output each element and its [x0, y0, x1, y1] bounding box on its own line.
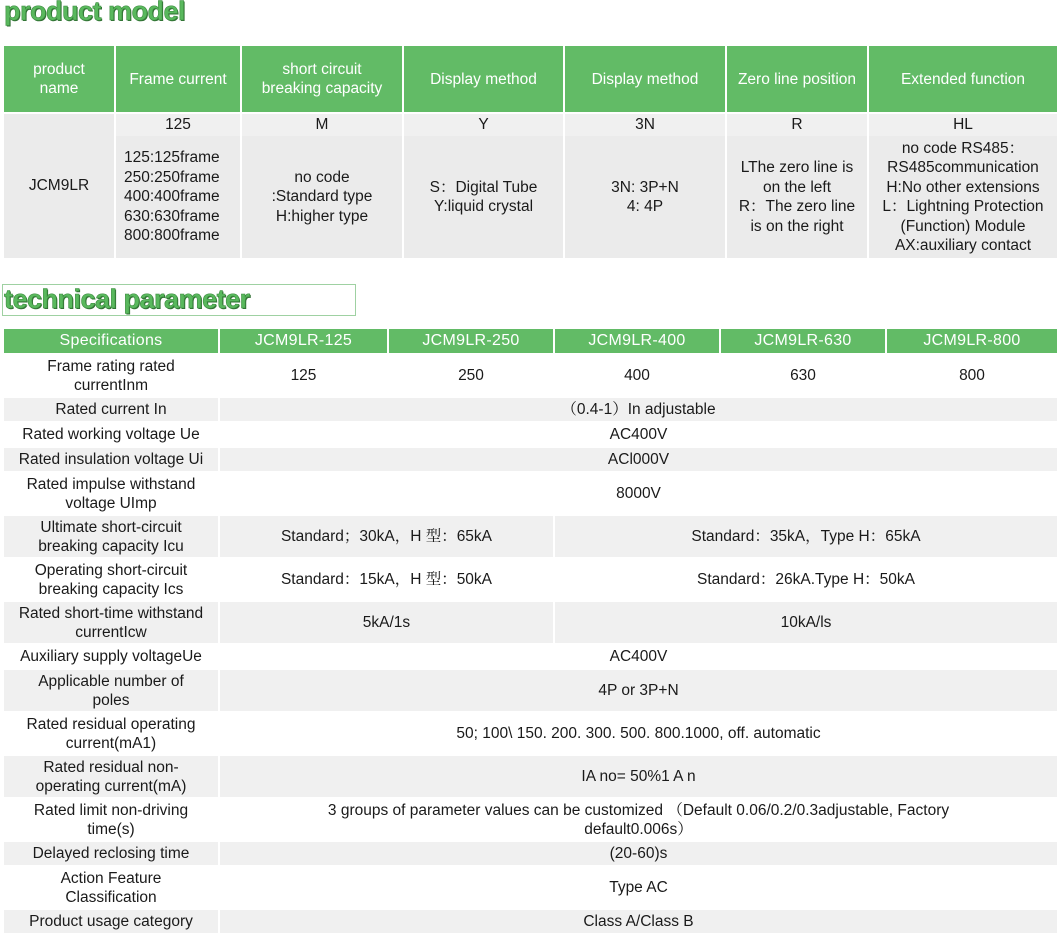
- row-label: Rated impulse withstand voltage UImp: [3, 472, 219, 515]
- display-description: [403, 136, 564, 258]
- row-value-right: 10kA/ls: [554, 601, 1058, 644]
- extended-line: H:No other extensions: [886, 178, 1040, 196]
- row-label: Applicable number of poles: [3, 669, 219, 712]
- technical-parameter-table: [2, 327, 1059, 935]
- header-zero-line-position: Zero line position: [726, 45, 868, 113]
- header-breaking-capacity: short circuit breaking capacity: [241, 45, 403, 113]
- header-specifications: Specifications: [3, 328, 219, 354]
- zero-line-text: R：The zero line: [738, 198, 856, 215]
- row-label: Frame rating rated currentInm: [3, 354, 219, 397]
- zero-line-text: on the left: [762, 178, 832, 196]
- section-title-technical-parameter: technical parameter: [4, 284, 250, 314]
- code-zero-line: R: [726, 113, 868, 136]
- row-label: Ultimate short-circuit breaking capacity Icu: [3, 515, 219, 558]
- display-line: S：Digital Tube: [429, 178, 538, 196]
- zero-line-text: is on the right: [750, 217, 844, 235]
- capacity-line: H:higher type: [275, 207, 369, 225]
- row-value: 630: [720, 354, 886, 397]
- code-capacity: M: [241, 113, 403, 136]
- code-display: Y: [403, 113, 564, 136]
- frame-line: 800:800frame: [124, 227, 220, 245]
- table-row: [3, 472, 1058, 515]
- table-row: [3, 712, 1058, 755]
- row-value: 800: [886, 354, 1058, 397]
- table-row: [3, 558, 1058, 601]
- table-row: [3, 755, 1058, 798]
- row-value: 3 groups of parameter values can be customized （Default 0.06/0.2/0.3adjustable, Factory default0.006s）: [219, 798, 1058, 841]
- frame-line: 630:630frame: [124, 207, 220, 225]
- header-display-method-2: Display method: [564, 45, 726, 113]
- product-name-cell: JCM9LR: [3, 113, 115, 258]
- code-extended: HL: [868, 113, 1058, 136]
- section-title-product-model: product model: [4, 0, 185, 26]
- row-value: 125: [219, 354, 388, 397]
- extended-line: L：Lightning Protection: [882, 198, 1044, 215]
- row-value-right: Standard：26kA.Type H：50kA: [554, 558, 1058, 601]
- frame-line: 125:125frame: [124, 149, 220, 167]
- row-value: 4P or 3P+N: [219, 669, 1058, 712]
- table-row: [3, 909, 1058, 934]
- row-value: AC400V: [219, 644, 1058, 669]
- row-label: Rated limit non-driving time(s): [3, 798, 219, 841]
- row-value-right: Standard：35kA，Type H：65kA: [554, 515, 1058, 558]
- row-label: Delayed reclosing time: [3, 841, 219, 866]
- row-value: 250: [388, 354, 554, 397]
- table-row: [3, 644, 1058, 669]
- capacity-line: :Standard type: [271, 188, 373, 206]
- model-code-row: [3, 113, 1058, 136]
- row-value: ACl000V: [219, 447, 1058, 472]
- row-label: Rated residual non-operating current(mA): [3, 755, 219, 798]
- row-label: Rated residual operating current(mA1): [3, 712, 219, 755]
- table-row: [3, 515, 1058, 558]
- display-line: Y:liquid crystal: [433, 198, 534, 215]
- row-value: AC400V: [219, 422, 1058, 447]
- poles-description: [564, 136, 726, 258]
- row-value: Class A/Class B: [219, 909, 1058, 934]
- model-description-row: [3, 136, 1058, 258]
- frame-line: 400:400frame: [124, 188, 220, 206]
- code-frame: 125: [115, 113, 241, 136]
- table-row: [3, 354, 1058, 397]
- model-header-row: [3, 45, 1058, 113]
- row-label: Product usage category: [3, 909, 219, 934]
- row-value-left: Standard；30kA，H 型：65kA: [219, 515, 554, 558]
- row-label: Rated current In: [3, 397, 219, 422]
- table-row: [3, 798, 1058, 841]
- row-value-left: 5kA/1s: [219, 601, 554, 644]
- header-jcm9lr-400: JCM9LR-400: [554, 328, 720, 354]
- table-row: [3, 397, 1058, 422]
- row-value: Type AC: [219, 866, 1058, 909]
- row-label: Rated insulation voltage Ui: [3, 447, 219, 472]
- table-row: [3, 601, 1058, 644]
- header-jcm9lr-800: JCM9LR-800: [886, 328, 1058, 354]
- header-extended-function: Extended function: [868, 45, 1058, 113]
- spec-header-row: [3, 328, 1058, 354]
- frame-description: [115, 136, 241, 258]
- extended-line: AX:auxiliary contact: [894, 237, 1032, 254]
- zero-line-description: [726, 136, 868, 258]
- header-jcm9lr-250: JCM9LR-250: [388, 328, 554, 354]
- header-frame-current: Frame current: [115, 45, 241, 113]
- row-label: Operating short-circuit breaking capacity Ics: [3, 558, 219, 601]
- extended-line: no code RS485：: [901, 139, 1025, 157]
- extended-line: (Function) Module: [900, 217, 1026, 235]
- frame-line: 250:250frame: [124, 168, 220, 186]
- table-row: [3, 447, 1058, 472]
- header-jcm9lr-125: JCM9LR-125: [219, 328, 388, 354]
- capacity-description: [241, 136, 403, 258]
- product-model-table: [2, 44, 1059, 258]
- table-row: [3, 669, 1058, 712]
- extended-line: RS485communication: [887, 159, 1039, 176]
- row-label: Rated short-time withstand currentIcw: [3, 601, 219, 644]
- header-product-name: product name: [3, 45, 115, 113]
- row-value: 8000V: [219, 472, 1058, 515]
- row-value-left: Standard：15kA，H 型：50kA: [219, 558, 554, 601]
- row-value: 400: [554, 354, 720, 397]
- row-label: Rated working voltage Ue: [3, 422, 219, 447]
- zero-line-text: LThe zero line is: [740, 159, 854, 176]
- poles-line: 3N: 3P+N: [611, 178, 679, 196]
- row-value: 50; 100\ 150. 200. 300. 500. 800.1000, off. automatic: [219, 712, 1058, 755]
- row-value: (20-60)s: [219, 841, 1058, 866]
- row-label: Action Feature Classification: [3, 866, 219, 909]
- table-row: [3, 422, 1058, 447]
- code-poles: 3N: [564, 113, 726, 136]
- row-value: IA no= 50%1 A n: [219, 755, 1058, 798]
- row-value: （0.4-1）In adjustable: [219, 397, 1058, 422]
- table-row: [3, 866, 1058, 909]
- capacity-line: no code: [294, 168, 350, 186]
- poles-line: 4: 4P: [626, 198, 664, 215]
- row-label: Auxiliary supply voltageUe: [3, 644, 219, 669]
- header-jcm9lr-630: JCM9LR-630: [720, 328, 886, 354]
- header-display-method: Display method: [403, 45, 564, 113]
- extended-description: [868, 136, 1058, 258]
- table-row: [3, 841, 1058, 866]
